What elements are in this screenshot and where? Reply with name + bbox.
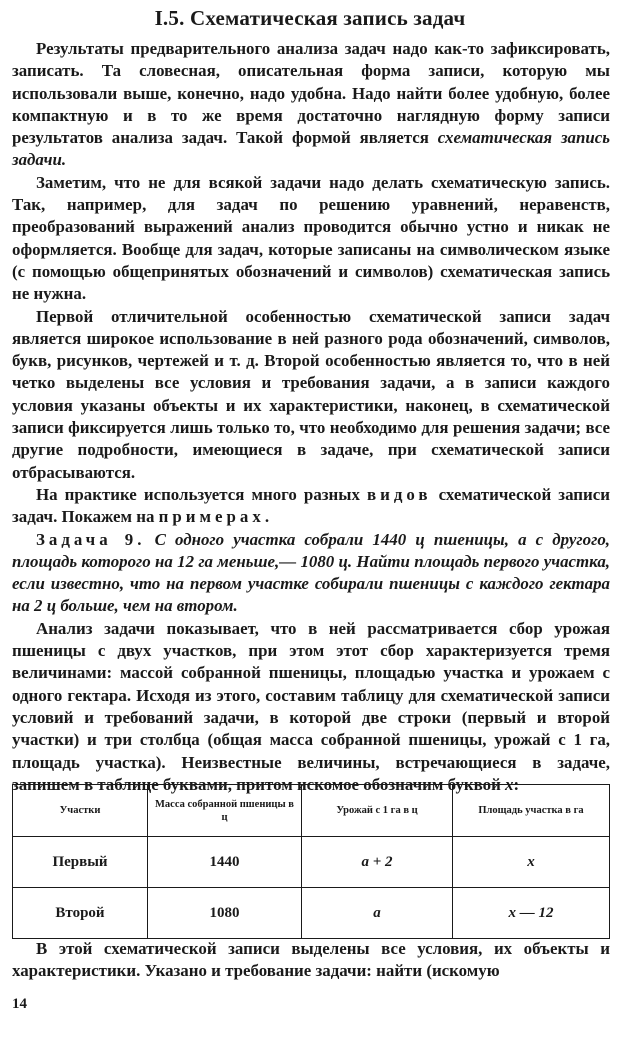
table-cell: x — 12 [453, 888, 610, 939]
table-cell: a [302, 888, 453, 939]
table-header-cell: Масса собранной пшеницы в ц [148, 785, 302, 837]
paragraph-4 [12, 484, 610, 529]
paragraph-6: В этой схематической записи выделены все условия, их объекты и характеристики. Указано и требование задачи: найти (искомую [12, 939, 610, 981]
task-statement: С одного участка собрали 1440 ц пшеницы, а с другого, площадь которого на 12 га меньше,— 1080 ц. Найти площадь первого участка, если известно, что на первом участке собирали пшеницы с каждого гектара на 2 ц больше, чем на втором. [12, 529, 610, 616]
paragraph-5 [12, 618, 610, 796]
table-header-cell: Участки [13, 785, 148, 837]
table-row [13, 837, 610, 888]
task-9 [12, 529, 610, 618]
paragraph-4-text-a: На практике используется много разных [36, 484, 367, 504]
task-table [12, 784, 610, 939]
table-cell: 1080 [148, 888, 302, 939]
table-header-row [13, 785, 610, 837]
table-header-cell: Площадь участка в га [453, 785, 610, 837]
paragraph-4-text-b: схематической записи задач. Покажем на [12, 484, 610, 527]
paragraph-1 [12, 38, 610, 172]
table-cell: Первый [13, 837, 148, 888]
paragraph-4-spaced-a: видов [366, 484, 432, 504]
continuation-text [12, 938, 610, 983]
paragraph-4-spaced-b: примерах. [158, 507, 274, 527]
paragraph-1-term: схематическая запись задачи. [12, 128, 610, 170]
paragraph-2: Заметим, что не для всякой задачи надо делать схематическую запись. Так, например, для задач по решению уравнений, неравенств, преобразований выражений анализ проводится обычно устно и никак не оформляется. Вообще для задач, которые записаны на символическом языке (с помощью общепринятых обозначений и символов) схематическая запись не нужна. [12, 172, 610, 304]
table-cell: x [453, 837, 610, 888]
paragraph-5-text: Анализ задачи показывает, что в ней рассматривается сбор урожая пшеницы с двух участков, при этом этот сбор характеризуется тремя величинами: массой собранной пшеницы, площадью участка и урожаем с одного гектара. Исходя из этого, составим таблицу для схематической записи условий и требований задачи, в которой две строки (первый и второй участки) и три столбца (общая масса собранной пшеницы, урожай с 1 га, площадь участка). Неизвестные величины, встречающиеся в задаче, запишем в таблице буквами, притом искомое обозначим буквой [12, 618, 610, 794]
task-label: Задача 9. [36, 529, 146, 549]
table-row [13, 888, 610, 939]
table-header-cell: Урожай с 1 га в ц [302, 785, 453, 837]
table-cell: a + 2 [302, 837, 453, 888]
paragraph-5-end: : [513, 774, 520, 794]
table-cell: Второй [13, 888, 148, 939]
paragraph-5-variable: x [505, 774, 514, 794]
main-text [12, 38, 610, 796]
table-cell: 1440 [148, 837, 302, 888]
paragraph-1-text: Результаты предварительного анализа задач надо как-то зафиксировать, записать. Та словесная, описательная форма записи, которую мы использовали выше, конечно, надо удобна. Надо найти более удобную, более компактную и в то же время достаточно наглядную форму записи результатов анализа задач. Такой формой является [12, 39, 610, 148]
page-number: 14 [12, 996, 27, 1012]
section-heading: I.5. Схематическая запись задач [154, 6, 466, 30]
paragraph-3: Первой отличительной особенностью схематической записи задач является широкое использование в ней разного рода обозначений, символов, букв, рисунков, чертежей и т. д. Второй особенностью является то, что в ней четко выделены все условия и требования задачи, а в записи каждого условия указаны объекты и их характеристики, наконец, в схематической записи фиксируется лишь только то, что необходимо для решения задачи; все другие подробности, имеющиеся в задаче, при схематической записи отбрасываются. [12, 306, 610, 482]
